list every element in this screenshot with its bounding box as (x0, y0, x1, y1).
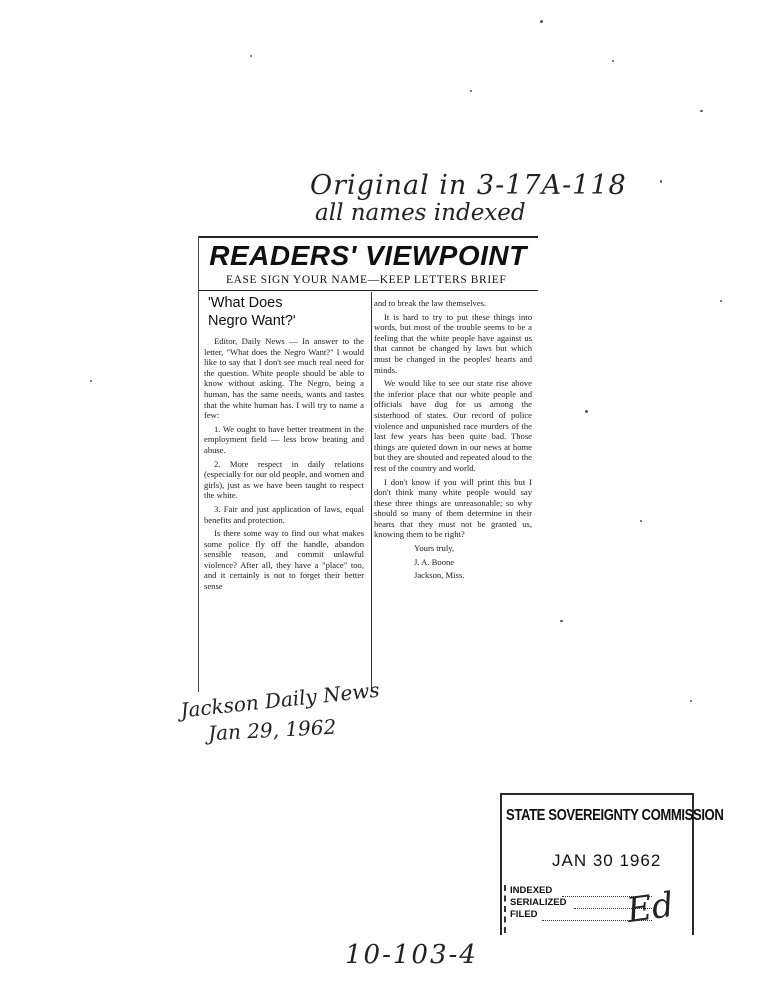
clipping-left-rule (198, 236, 199, 692)
letter-headline-line1: 'What Does (208, 295, 283, 311)
letter-paragraph: I don't know if you will print this but I don't think many white people would say these three things are unreasonable; so why should so many of them determine in their hearts that they must not be granted us, knowing them to be right? (374, 476, 532, 540)
column-subhead: EASE SIGN YOUR NAME—KEEP LETTERS BRIEF (226, 274, 507, 286)
stamp-date: JAN 30 1962 (552, 851, 662, 870)
letter-column-right (374, 298, 532, 584)
stamp-field-filed: FILED (510, 909, 538, 920)
newspaper-clipping (198, 228, 538, 708)
handwritten-initials: Ed (624, 884, 677, 932)
letter-column-left (204, 336, 364, 595)
document-number: 10-103-4 (345, 940, 478, 970)
letter-paragraph: Editor, Daily News — In answer to the letter, "What does the Negro Want?" I would like to say that I don't see much real need for the question. White people should be able to know without asking. The Negro, being a human, has the same needs, wants and tastes that the white human has. I will try to name a few: (204, 336, 364, 421)
stamp-edge (504, 885, 506, 933)
stamp-field-serialized: SERIALIZED (510, 897, 567, 908)
stamp-field-indexed: INDEXED (510, 885, 553, 896)
letter-paragraph: 3. Fair and just application of laws, equal benefits and protection. (204, 503, 364, 525)
letter-closing: Yours truly, (414, 543, 455, 554)
column-divider (371, 292, 372, 692)
letter-signature-place: Jackson, Miss. (414, 570, 465, 581)
clipping-top-rule (198, 236, 538, 238)
column-masthead: READERS' VIEWPOINT (209, 240, 527, 271)
stamp-title: STATE SOVEREIGNTY COMMISSION (506, 807, 724, 824)
letter-headline (208, 294, 368, 330)
clipping-mid-rule (198, 290, 538, 291)
letter-paragraph: 1. We ought to have better treatment in the employment field — less brow beating and abuse. (204, 423, 364, 455)
letter-signature-name: J. A. Boone (414, 556, 455, 567)
letter-paragraph: 2. More respect in daily relations (especially for our old people, and women and girls), just as we have been taught to respect the white. (204, 458, 364, 501)
letter-paragraph: We would like to see our state rise above the inferior place that our white people and officials have dug for us among the sisterhood of states. Our record of police violence and unpunished race murders of the last few years has been quite bad. Those things are quieted down in our news at home but they are shouted and repeated aloud to the rest of the country and world. (374, 378, 532, 473)
letter-paragraph: and to break the law themselves. (374, 298, 487, 308)
letter-paragraph: It is hard to try to put these things into words, but most of the trouble seems to be a feeling that the white people have against us that cannot be changed by laws but which must be changed in the peoples' hearts and minds. (374, 311, 532, 375)
handwritten-source: Jackson Daily News (179, 677, 381, 723)
letter-headline-line2: Negro Want?' (208, 313, 296, 329)
handwritten-date: Jan 29, 1962 (207, 714, 337, 746)
letter-paragraph: Is there some way to find out what makes some police fly off the handle, abandon sensible reason, and commit unlawful violence? After all, they have a "place" too, and it certainly is not to forget their better sense (204, 528, 364, 592)
handwritten-file-note: Original in 3-17A-118 (310, 170, 627, 201)
handwritten-index-note: all names indexed (315, 200, 526, 226)
